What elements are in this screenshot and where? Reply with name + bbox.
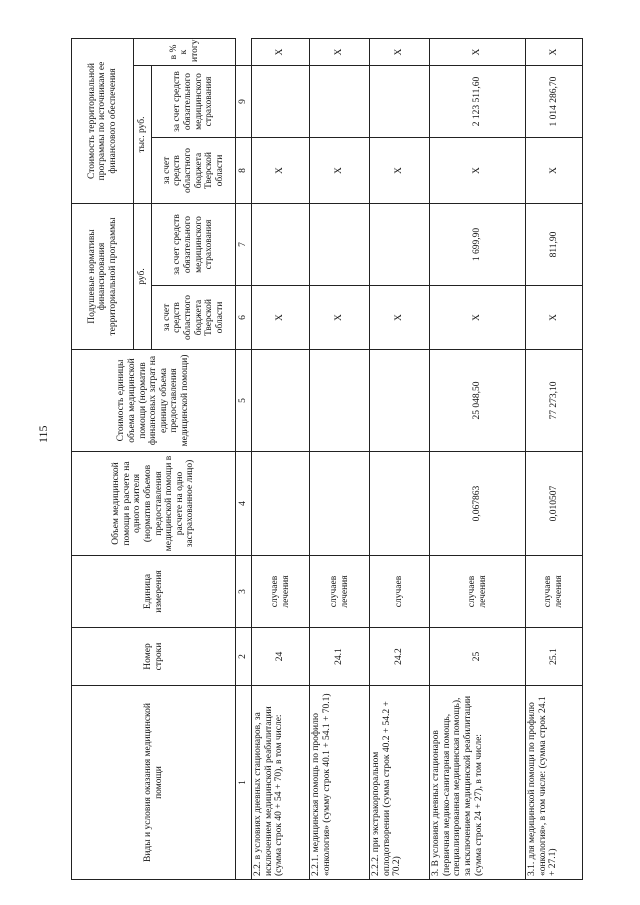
header-regional-budget: за счет средств областного бюджета Тверской области [152,286,236,350]
header-oms: за счет средств обязательного медицинского страхования [152,66,236,138]
row-cost-oms: 2 123 511,60 [430,66,526,138]
row-unit-cost [370,350,430,452]
page-number: 115 [36,425,50,443]
row-norm-regional: X [370,286,430,350]
row-cost-oms [252,66,310,138]
column-number: 9 [236,66,252,138]
row-name: 2.2.2. при экстракорпоральном оплодотворении (сумма строк 40.2 + 54.2 + 70.2) [370,686,430,880]
row-volume [370,452,430,556]
row-unit: случаев лечения [252,556,310,628]
row-volume [310,452,370,556]
row-norm-regional: X [252,286,310,350]
row-unit: случаев [370,556,430,628]
row-line-number: 24.2 [370,628,430,686]
row-unit-cost [310,350,370,452]
column-number: 7 [236,204,252,286]
header-unit-rub: руб. [134,204,152,350]
header-volume: Объем медицинской помощи в расчете на одного жителя (норматив объемов предоставления медицинской помощи в расчете на одно застрахованное лицо) [72,452,236,556]
row-norm-oms [310,204,370,286]
row-norm-regional: X [310,286,370,350]
row-norm-oms: 811,90 [526,204,583,286]
column-number: 2 [236,628,252,686]
row-line-number: 25 [430,628,526,686]
table-row [370,39,430,880]
row-norm-regional: X [526,286,583,350]
row-cost-regional: X [430,138,526,204]
header-line-number: Номер строки [72,628,236,686]
row-volume [252,452,310,556]
row-percent: X [310,39,370,66]
column-number: 4 [236,452,252,556]
header-regional-budget: за счет средств областного бюджета Тверской области [152,138,236,204]
row-norm-oms [252,204,310,286]
row-norm-oms: 1 699,90 [430,204,526,286]
row-percent: X [430,39,526,66]
row-percent: X [252,39,310,66]
row-percent: X [526,39,583,66]
row-name: 2.2. в условиях дневных стационаров, за исключением медицинской реабилитации (сумма строк 40 + 54 + 70), в том числе: [252,686,310,880]
row-volume: 0,067863 [430,452,526,556]
table-row [252,39,310,880]
row-unit: случаев лечения [310,556,370,628]
row-cost-oms [310,66,370,138]
row-unit-cost: 77 273,10 [526,350,583,452]
row-line-number: 24 [252,628,310,686]
row-name: 3. В условиях дневных стационаров (первичная медико-санитарная помощь, специализированная медицинская помощь), за исключением медицинской реабилитации (сумма строк 24 + 27), в том числе: [430,686,526,880]
header-unit-thousand-rub: тыс. руб. [134,66,152,204]
program-cost-table [71,38,583,880]
header-unit-cost: Стоимость единицы объема медицинской помощи (норматив финансовых затрат на единицу объема предоставления медицинской помощи) [72,350,236,452]
row-unit: случаев лечения [430,556,526,628]
header-oms: за счет средств обязательного медицинского страхования [152,204,236,286]
row-norm-oms [370,204,430,286]
row-line-number: 24.1 [310,628,370,686]
row-norm-regional: X [430,286,526,350]
row-cost-regional: X [310,138,370,204]
table-row [526,39,583,880]
table-row [310,39,370,880]
header-percent-of-total: в % к итогу [134,39,236,66]
row-name: 3.1. для медицинской помощи по профилю «онкология», в том числе: (сумма строк 24.1 + 27.1) [526,686,583,880]
header-unit: Единица измерения [72,556,236,628]
header-per-capita-norms: Подушевые нормативы финансирования территориальной программы [72,204,134,350]
row-unit-cost [252,350,310,452]
column-number: 8 [236,138,252,204]
row-cost-regional: X [370,138,430,204]
row-name: 2.2.1. медицинская помощь по профилю «онкология» (сумму строк 40.1 + 54.1 + 70.1) [310,686,370,880]
header-type-of-care: Виды и условия оказания медицинской помощи [72,686,236,880]
rotated-table-container [71,39,582,880]
row-unit: случаев лечения [526,556,583,628]
table-row [430,39,526,880]
row-line-number: 25.1 [526,628,583,686]
row-cost-oms: 1 014 286,70 [526,66,583,138]
row-cost-regional: X [252,138,310,204]
row-volume: 0,010507 [526,452,583,556]
column-number: 1 [236,686,252,880]
row-cost-oms [370,66,430,138]
header-program-cost: Стоимость территориальной программы по источникам ее финансового обеспечения [72,39,134,204]
row-cost-regional: X [526,138,583,204]
column-number: 3 [236,556,252,628]
column-number: 6 [236,286,252,350]
column-number: 5 [236,350,252,452]
row-unit-cost: 25 048,50 [430,350,526,452]
row-percent: X [370,39,430,66]
